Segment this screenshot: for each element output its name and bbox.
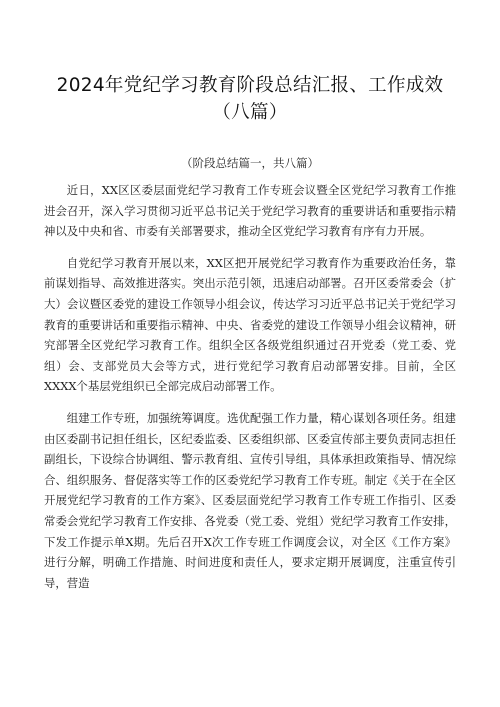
document-body xyxy=(44,180,456,604)
paragraph-1: 近日，XX区区委层面党纪学习教育工作专班会议暨全区党纪学习教育工作推进会召开，深入学习贯彻习近平总书记关于党纪学习教育的重要讲话和重要指示精神以及中央和省、市委有关部署要求，推动全区党纪学习教育有序有力开展。 xyxy=(44,183,456,239)
paragraph-2: 自党纪学习教育开展以来，XX区把开展党纪学习教育作为重要政治任务，靠前谋划指导、高效推进落实。突出示范引领，迅速启动部署。召开区委常委会（扩大）会议暨区委党的建设工作领导小组会议，传达学习习近平总书记关于党纪学习教育的重要讲话和重要指示精神、中央、省委党的建设工作领导小组会议精神，研究部署全区党纪学习教育工作。组织全区各级党组织通过召开党委（党工委、党组）会、支部党员大会等方式，进行党纪学习教育启动部署安排。目前，全区XXXX个基层党组织已全部完成启动部署工作。 xyxy=(44,255,456,394)
document-subtitle: （阶段总结篇一，共八篇） xyxy=(181,156,319,170)
document-title: 2024年党纪学习教育阶段总结汇报、工作成效（八篇） xyxy=(56,75,444,123)
paragraph-3: 组建工作专班，加强统筹调度。选优配强工作力量，精心谋划各项任务。组建由区委副书记担任组长，区纪委监委、区委组织部、区委宣传部主要负责同志担任副组长，下设综合协调组、警示教育组、宣传引导组，具体承担政策指导、情况综合、组织服务、督促落实等工作的区委党纪学习教育工作专班。制定《关于在全区开展党纪学习教育的工作方案》、区委层面党纪学习教育工作专班工作指引、区委常委会党纪学习教育工作安排、各党委（党工委、党组）党纪学习教育工作安排，下发工作提示单X期。先后召开X次工作专班工作调度会议，对全区《工作方案》进行分解，明确工作措施、时间进度和责任人，要求定期开展调度，注重宣传引导，营造 xyxy=(44,410,456,590)
